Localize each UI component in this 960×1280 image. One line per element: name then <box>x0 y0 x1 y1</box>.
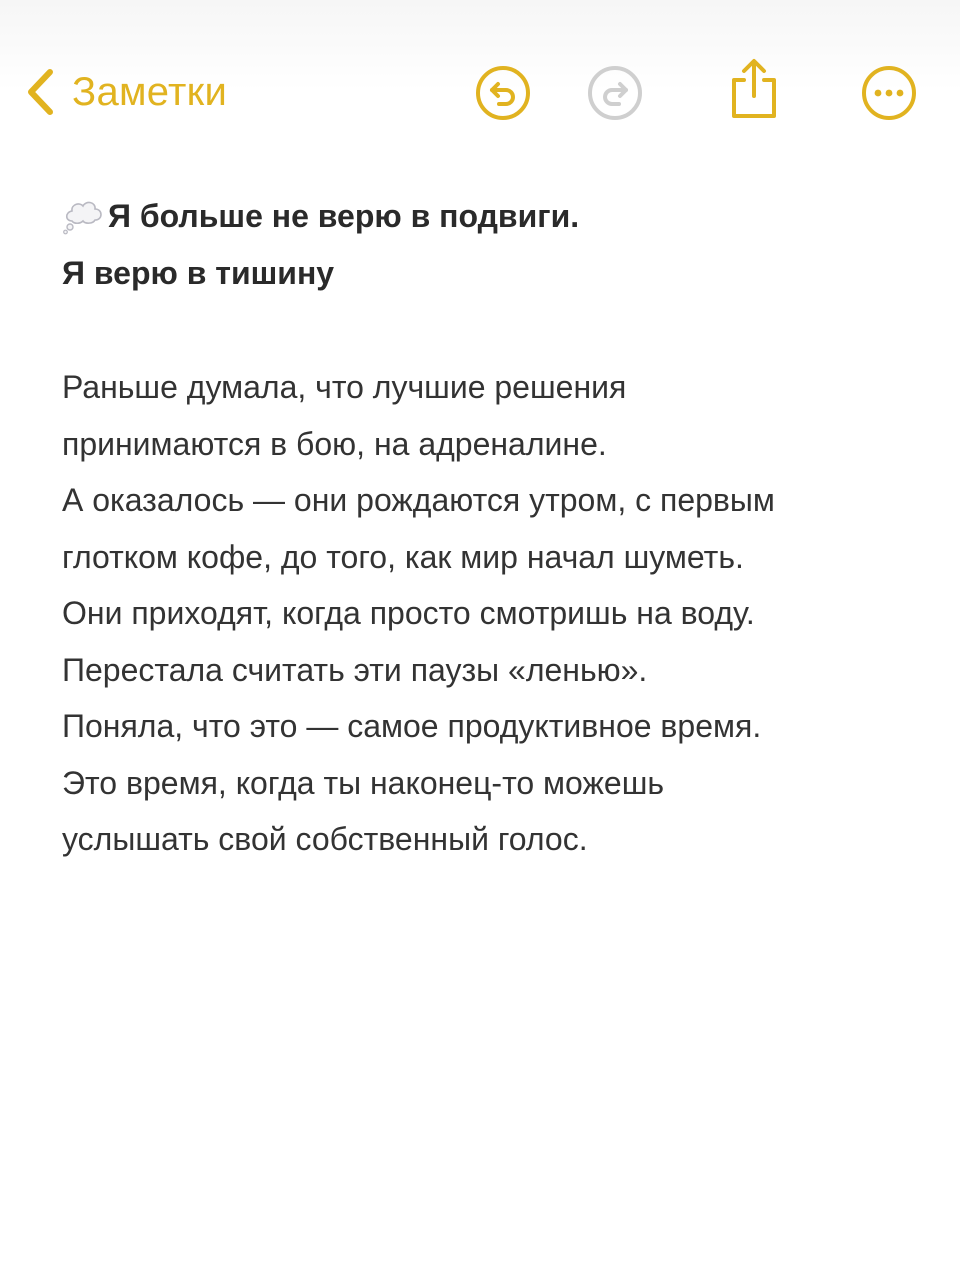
undo-icon[interactable] <box>474 64 532 122</box>
body-line: глотком кофе, до того, как мир начал шуметь. <box>62 538 744 575</box>
note-title-line-2: Я верю в тишину <box>62 255 335 291</box>
body-line: Это время, когда ты наконец-то можешь <box>62 764 665 801</box>
share-icon[interactable] <box>724 58 784 120</box>
thought-balloon-icon <box>62 195 106 235</box>
redo-icon[interactable] <box>586 64 644 122</box>
body-line: принимаются в бою, на адреналине. <box>62 425 607 462</box>
note-title-text: Я больше не верю в подвиги. <box>108 198 580 234</box>
back-button[interactable] <box>18 62 227 122</box>
paragraph-spacer <box>62 302 902 359</box>
body-line: услышать свой собственный голос. <box>62 821 588 857</box>
navigation-bar <box>0 58 960 128</box>
body-line: Они приходят, когда просто смотришь на воду. <box>62 595 755 631</box>
body-line: Поняла, что это — самое продуктивное время. <box>62 708 762 744</box>
back-label: Заметки <box>72 69 228 114</box>
body-line: Раньше думала, что лучшие решения <box>62 369 627 405</box>
body-line: А оказалось — они рождаются утром, с первым <box>62 482 775 518</box>
more-button[interactable] <box>860 64 918 122</box>
note-content[interactable] <box>62 188 902 868</box>
body-line: Перестала считать эти паузы «ленью». <box>62 651 648 688</box>
ellipsis-circle-icon <box>860 64 918 122</box>
chevron-left-icon <box>18 64 62 120</box>
note-title-line-1 <box>62 188 902 245</box>
